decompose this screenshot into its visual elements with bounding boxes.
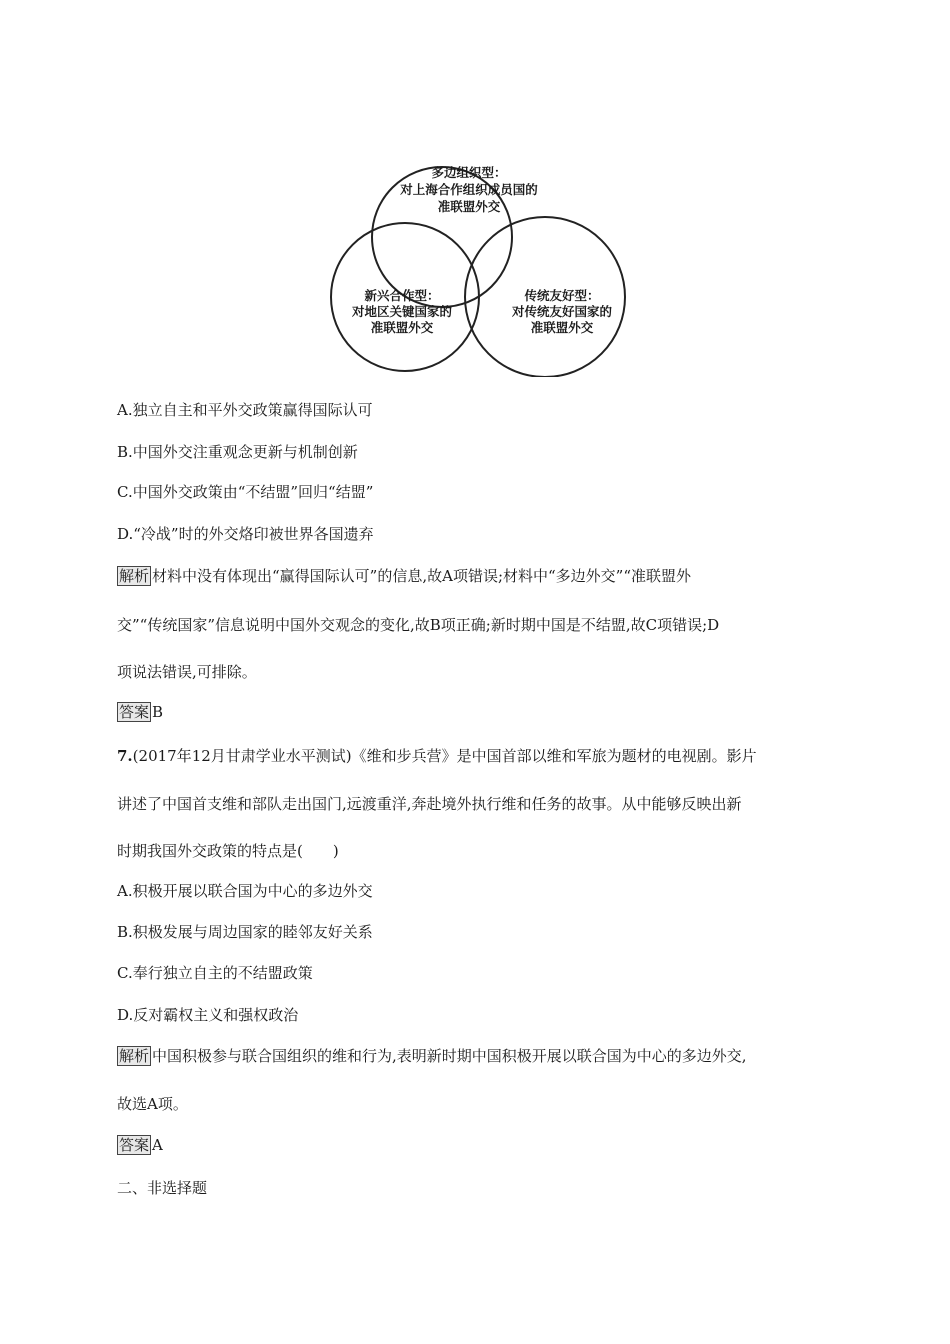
q6-analysis-tag: 解析 <box>119 567 150 585</box>
q7-analysis-text-1: 中国积极参与联合国组织的维和行为,表明新时期中国积极开展以联合国为中心的多边外交, <box>152 1047 747 1065</box>
top-label-1: 多边组织型： <box>431 165 507 180</box>
q7-stem-line-2: 讲述了中国首支维和部队走出国门,远渡重洋,奔赴境外执行维和任务的故事。从中能够反映出新 <box>117 795 742 813</box>
left-label-3: 准联盟外交 <box>370 320 434 335</box>
q6-analysis-line-3: 项说法错误,可排除。 <box>117 663 257 681</box>
section-heading: 二、非选择题 <box>117 1179 208 1197</box>
q7-option-c: C.奉行独立自主的不结盟政策 <box>117 964 313 982</box>
q7-analysis-line-1 <box>117 1046 747 1066</box>
q7-stem-line-1 <box>117 746 757 766</box>
right-label-1: 传统友好型： <box>524 288 600 303</box>
q6-answer-line <box>117 702 163 722</box>
q7-number: 7. <box>117 747 133 765</box>
q6-analysis-text-1: 材料中没有体现出“赢得国际认可”的信息,故A项错误;材料中“多边外交”“准联盟外 <box>152 567 692 585</box>
q7-option-d: D.反对霸权主义和强权政治 <box>117 1006 299 1024</box>
left-label-2: 对地区关键国家的 <box>351 304 453 319</box>
q7-stem-line-3: 时期我国外交政策的特点是( ) <box>117 842 339 860</box>
q7-answer-value: A <box>152 1136 163 1154</box>
venn-svg <box>320 132 635 377</box>
q6-option-d: D.“冷战”时的外交烙印被世界各国遗弃 <box>117 525 374 543</box>
q7-answer-line <box>117 1135 163 1155</box>
venn-diagram <box>320 132 635 377</box>
q7-option-a: A.积极开展以联合国为中心的多边外交 <box>117 882 373 900</box>
q7-analysis-line-2: 故选A项。 <box>117 1095 188 1113</box>
top-label-3: 准联盟外交 <box>437 199 501 214</box>
q7-analysis-tag: 解析 <box>119 1047 150 1065</box>
top-label-2: 对上海合作组织成员国的 <box>400 182 538 197</box>
q6-analysis-line-1 <box>117 566 691 586</box>
q6-option-c: C.中国外交政策由“不结盟”回归“结盟” <box>117 483 374 501</box>
q7-option-b: B.积极发展与周边国家的睦邻友好关系 <box>117 923 373 941</box>
q6-answer-value: B <box>152 703 164 721</box>
q7-answer-tag: 答案 <box>119 1136 150 1154</box>
q6-answer-tag: 答案 <box>119 703 150 721</box>
q6-analysis-line-2: 交”“传统国家”信息说明中国外交观念的变化,故B项正确;新时期中国是不结盟,故C项错误;D <box>117 616 720 634</box>
right-label-3: 准联盟外交 <box>530 320 594 335</box>
q6-option-b: B.中国外交注重观念更新与机制创新 <box>117 443 358 461</box>
left-label-1: 新兴合作型： <box>364 288 440 303</box>
right-label-2: 对传统友好国家的 <box>511 304 613 319</box>
q7-stem-text-1: (2017年12月甘肃学业水平测试)《维和步兵营》是中国首部以维和军旅为题材的电视剧。影片 <box>132 747 757 765</box>
q6-option-a: A.独立自主和平外交政策赢得国际认可 <box>117 401 373 419</box>
